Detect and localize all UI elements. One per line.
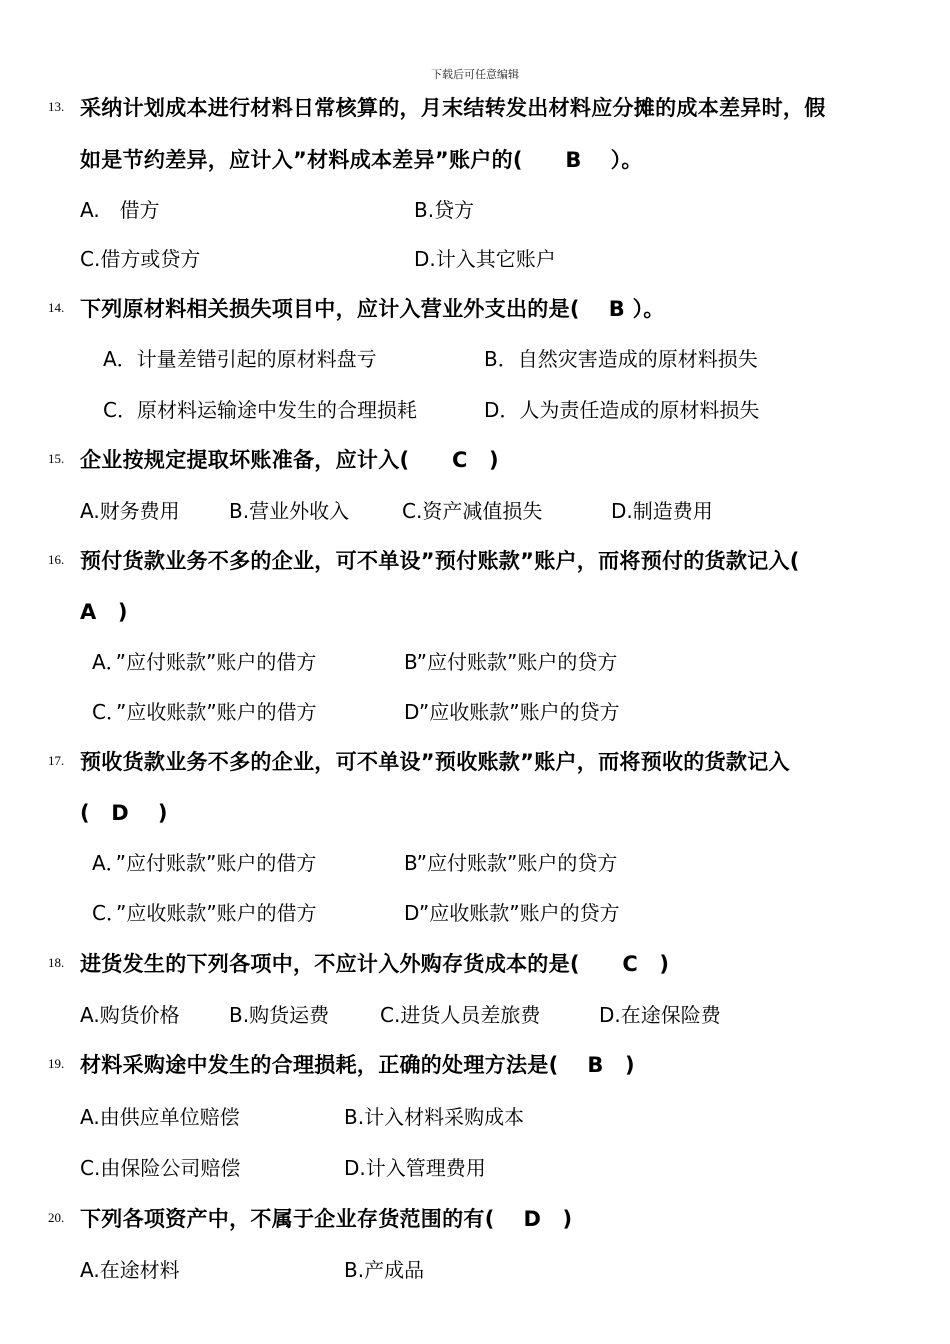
question-number: 15.: [48, 451, 65, 466]
option: A．”应付账款”账户的借方: [92, 650, 317, 674]
option: B.产成品: [344, 1258, 425, 1282]
option: A.购货价格: [80, 1003, 180, 1027]
option: A．”应付账款”账户的借方: [92, 851, 317, 875]
question-text: 下列各项资产中，不属于企业存货范围的有( D ): [80, 1207, 573, 1231]
question-text: 采纳计划成本进行材料日常核算的，月末结转发出材料应分摊的成本差异时，假: [80, 96, 826, 120]
question-number: 18.: [48, 955, 65, 970]
question-text: 预收货款业务不多的企业，可不单设”预收账款”账户，而将预收的货款记入: [80, 750, 790, 774]
question-text: 材料采购途中发生的合理损耗，正确的处理方法是( B ): [80, 1053, 635, 1077]
option: B．自然灾害造成的原材料损失: [484, 347, 758, 371]
question-text: 企业按规定提取坏账准备，应计入( C ): [80, 448, 499, 472]
page-header: 下载后可任意编辑: [431, 68, 519, 81]
option: B”应付账款”账户的贷方: [404, 851, 618, 875]
option: D”应收账款”账户的贷方: [404, 901, 620, 925]
option: D”应收账款”账户的贷方: [404, 700, 620, 724]
option: D.制造费用: [611, 499, 713, 523]
option: C.借方或贷方: [80, 247, 201, 271]
option: C.进货人员差旅费: [380, 1003, 541, 1027]
option: B”应付账款”账户的贷方: [404, 650, 618, 674]
option: D.计入管理费用: [344, 1156, 486, 1180]
option: A. 借方: [80, 198, 160, 222]
option: A.在途材料: [80, 1258, 180, 1282]
question-text: ( D ): [80, 801, 168, 825]
question-text: 下列原材料相关损失项目中，应计入营业外支出的是( B ）。: [80, 297, 665, 321]
question-number: 19.: [48, 1056, 65, 1071]
option: C.由保险公司赔偿: [80, 1156, 241, 1180]
option: A．计量差错引起的原材料盘亏: [103, 347, 377, 371]
question-text: 预付货款业务不多的企业，可不单设”预付账款”账户，而将预付的货款记入(: [80, 549, 800, 573]
option: C.资产减值损失: [402, 499, 543, 523]
option: D.在途保险费: [599, 1003, 721, 1027]
question-number: 14.: [48, 300, 65, 315]
option: C．”应收账款”账户的借方: [92, 901, 317, 925]
question-text: A ): [80, 600, 128, 624]
option: C．”应收账款”账户的借方: [92, 700, 317, 724]
question-number: 17.: [48, 753, 65, 768]
option: B.计入材料采购成本: [344, 1105, 525, 1129]
question-text: 进货发生的下列各项中，不应计入外购存货成本的是( C ): [80, 952, 670, 976]
question-number: 13.: [48, 99, 65, 114]
option: B.营业外收入: [229, 499, 350, 523]
option: B.贷方: [414, 198, 475, 222]
option: A.由供应单位赔偿: [80, 1105, 240, 1129]
option: D．人为责任造成的原材料损失: [484, 398, 760, 422]
question-text: 如是节约差异，应计入”材料成本差异”账户的( B ）。: [80, 148, 643, 172]
option: D.计入其它账户: [414, 247, 556, 271]
option: A.财务费用: [80, 499, 180, 523]
option: B.购货运费: [229, 1003, 330, 1027]
option: C．原材料运输途中发生的合理损耗: [103, 398, 417, 422]
question-number: 20.: [48, 1210, 65, 1225]
question-number: 16.: [48, 552, 65, 567]
